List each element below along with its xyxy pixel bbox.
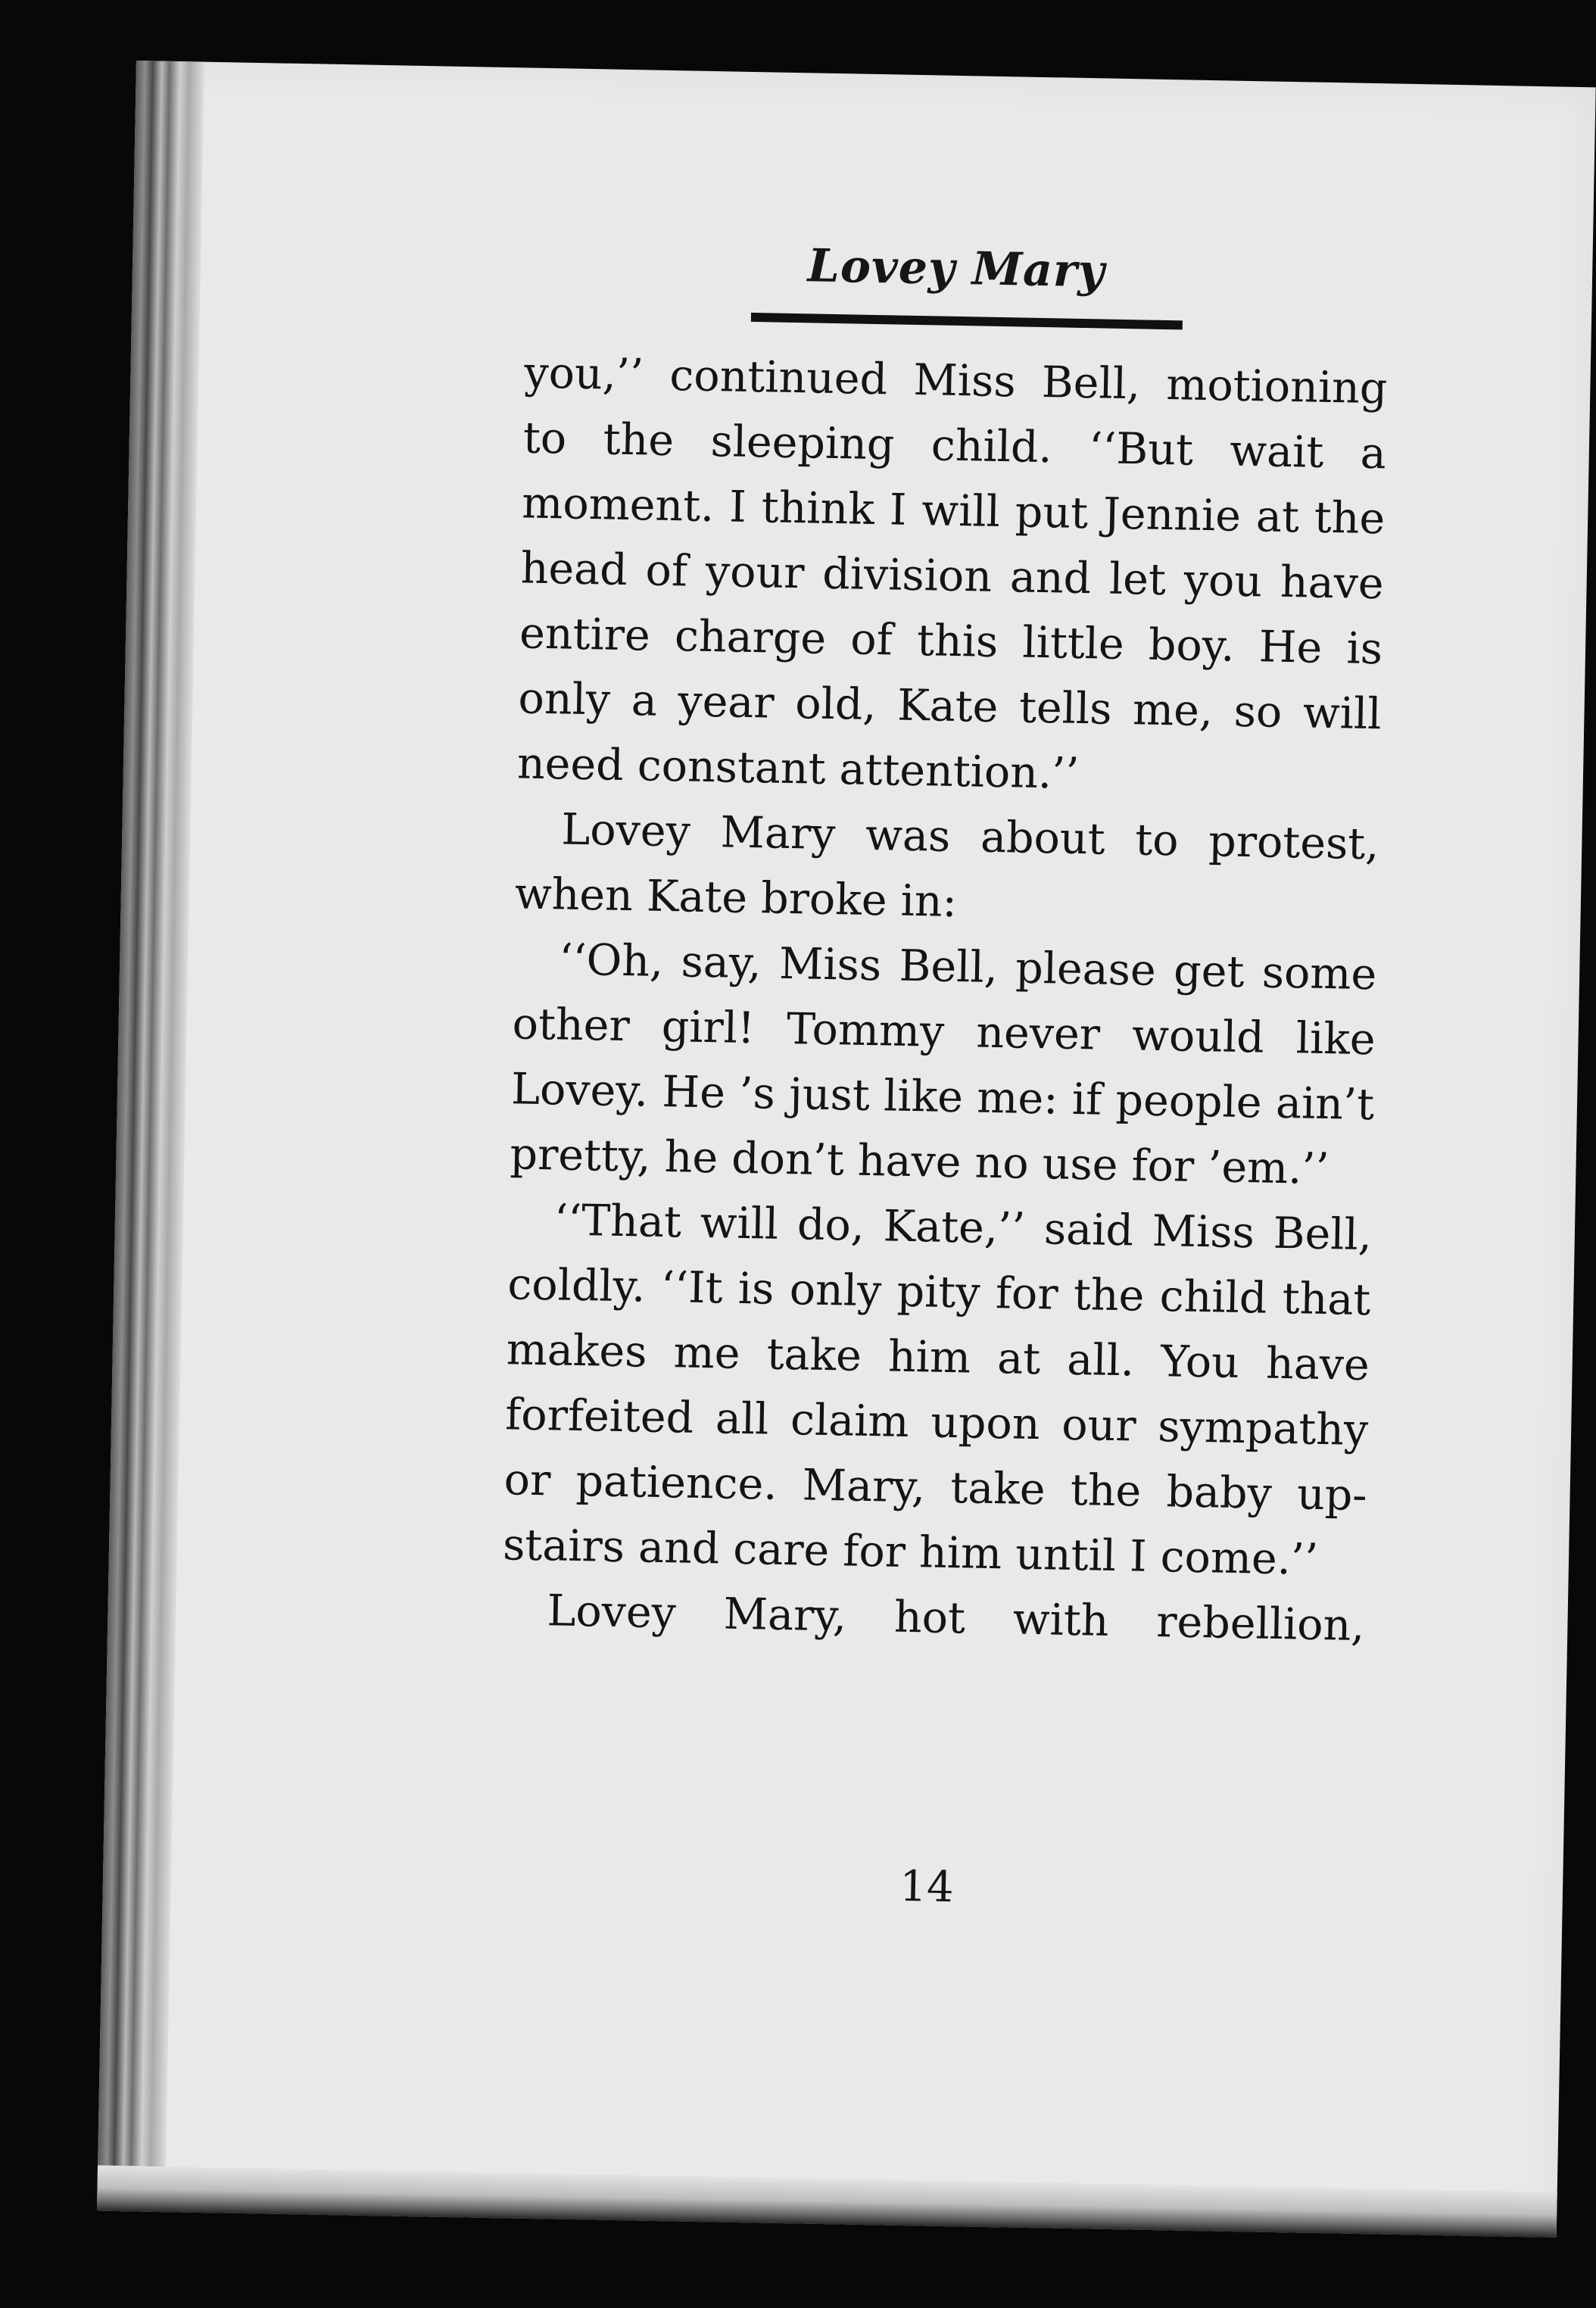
page-number: 14 [899, 1861, 955, 1913]
paragraph: Lovey Mary was about to protest, when Kate broke in: [514, 804, 1379, 928]
paragraph-continued: you,’’ continued Miss Bell, motioning to the sleeping child. ‘‘But wait a moment. I think I will put Jennie at the head of your division and let you have entire charge of this little boy. He is only a year old, Kate tells me, so will need constant attention.’’ [516, 348, 1388, 799]
book-page [97, 61, 1596, 2238]
paragraph: ‘‘That will do, Kate,’’ said Miss Bell, coldly. ‘‘It is only pity for the child that makes me take him at all. You have forfeited all claim upon our sympathy or patience. Mary, take the baby up-stairs and care for him until I come.’’ [502, 1195, 1373, 1585]
running-head: Lovey Mary [807, 239, 1106, 298]
running-head-rule [751, 313, 1183, 329]
body-text [501, 340, 1388, 1658]
paragraph: ‘‘Oh, say, Miss Bell, please get some other girl! Tommy never would like Lovey. He ’s just like me: if people ain’t pretty, he don’t have no use for ’em.’’ [510, 934, 1377, 1195]
paragraph: Lovey Mary, hot with rebellion, [546, 1586, 1365, 1651]
